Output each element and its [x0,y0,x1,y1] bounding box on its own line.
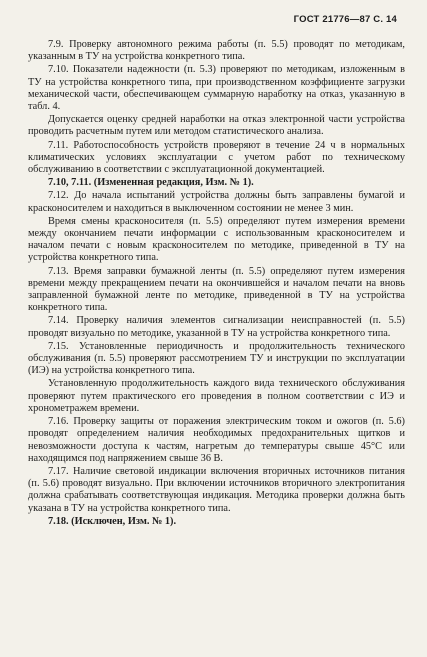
paragraph-7-10: 7.10. Показатели надежности (п. 5.3) проверяют по методикам, изложенным в ТУ на устройства конкретного типа, при производственном коэффициенте загрузки механической части, обеспечивающем суммарную наработку на отказ, указанную в табл. 4. [28,64,405,113]
paragraph-7-13: 7.13. Время заправки бумажной ленты (п. 5.5) определяют путем измерения времени между прекращением печати на окончившейся и началом печати на вновь заправленной бумажной ленте по методике, приведенной в ТУ на устройства конкретного типа. [28,265,405,314]
paragraph-7-12: 7.12. До начала испытаний устройства должны быть заправлены бумагой и красконосителем и находиться в выключенном состоянии не менее 3 мин. [28,190,405,214]
paragraph-7-17: 7.17. Наличие световой индикации включения вторичных источников питания (п. 5.6) проводят визуально. При включении источников вторичного электропитания должна срабатывать соответствующая индикация. Методика проверки должна быть указана в ТУ на устройства конкретного типа. [28,465,405,514]
amendment-note-7-10-7-11: 7.10, 7.11. (Измененная редакция, Изм. № 1). [48,177,254,189]
paragraph-7-18: 7.18. (Исключен, Изм. № 1). [48,515,177,527]
paragraph-7-9: 7.9. Проверку автономного режима работы (п. 5.5) проводят по методикам, указанным в ТУ на устройства конкретного типа. [28,39,405,63]
paragraph-7-16: 7.16. Проверку защиты от поражения электрическим током и ожогов (п. 5.6) проводят определением наличия необходимых предохранительных щитков и невозможности доступа к частям, нагретым до температуры свыше 45°С или находящимся под напряжением свыше 36 В. [28,416,405,464]
paragraph-7-11: 7.11. Работоспособность устройств проверяют в течение 24 ч в нормальных климатических условиях эксплуатации с учетом работ по техническому обслуживанию в соответствии с эксплуатационной документацией. [28,139,405,176]
paragraph-7-12-detail: Время смены красконосителя (п. 5.5) определяют путем измерения времени между окончанием печати информации с использованным красконосителем и началом печати с новым красконосителем по методике, приведенной в ТУ на устройства конкретного типа. [28,215,405,264]
paragraph-7-10-note: Допускается оценку средней наработки на отказ электронной части устройства проводить расчетным путем или методом статистического анализа. [28,114,405,138]
paragraph-7-15: 7.15. Установленные периодичность и продолжительность технического обслуживания (п. 5.5) проверяют рассмотрением ТУ и инструкции по эксплуатации (ИЭ) на устройства конкретного типа. [28,340,405,377]
page-header: ГОСТ 21776—87 С. 14 [293,14,397,25]
document-body [28,39,405,529]
paragraph-7-14: 7.14. Проверку наличия элементов сигнализации неисправностей (п. 5.5) проводят визуально по методике, указанной в ТУ на устройства конкретного типа. [28,315,405,339]
paragraph-7-15-detail: Установленную продолжительность каждого вида технического обслуживания проверяют путем практического его проведения в полном соответствии с ИЭ и хронометражем времени. [28,378,405,414]
